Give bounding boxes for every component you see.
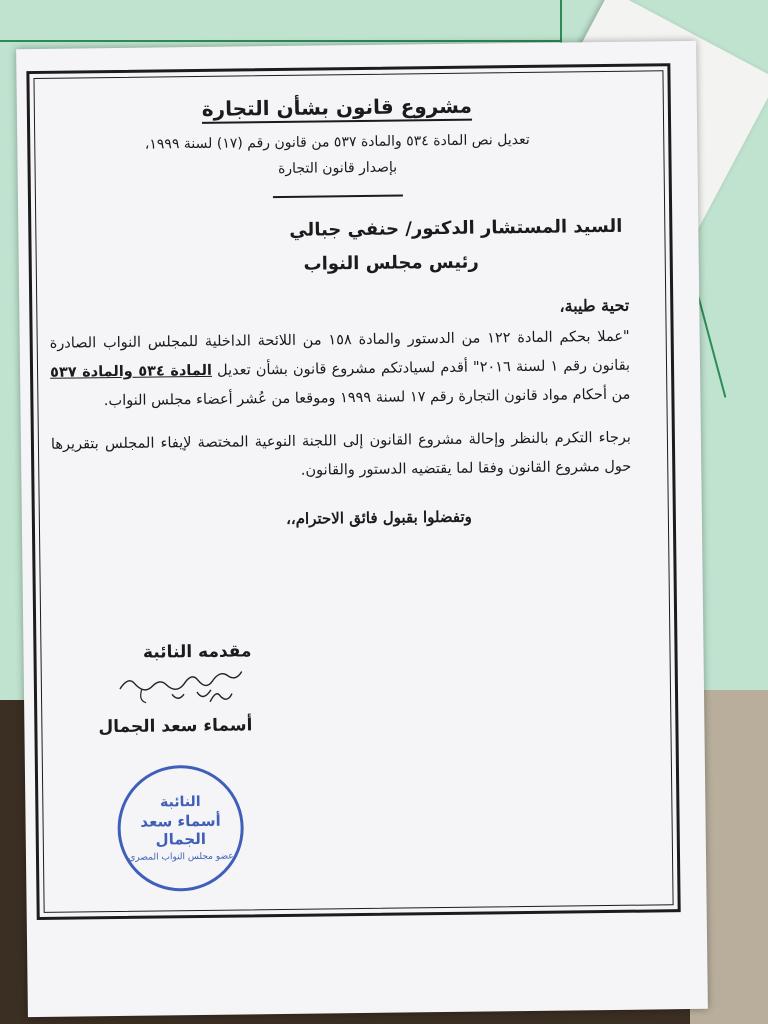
para1-articles: المادة ٥٣٤ والمادة ٥٣٧ [49,362,213,381]
document-title: مشروع قانون بشأن التجارة [201,93,473,121]
letter-body [47,92,632,531]
para1-end: من أحكام مواد قانون التجارة رقم ١٧ لسنة ١٩٩٩ وموقعا من عُشر أعضاء مجلس النواب. [103,386,631,410]
body-paragraph-1 [50,323,631,417]
addressee-name: السيد المستشار الدكتور/ حنفي جبالي [289,215,623,241]
folder-line [0,40,560,42]
folder-line [560,0,562,45]
document-subtitle-line1: تعديل نص المادة ٥٣٤ والمادة ٥٣٧ من قانون رقم (١٧) لسنة ١٩٩٩، [144,131,530,153]
closing-salutation: وتفضلوا بقبول فائق الاحترام،، [285,507,472,528]
signature-label: مقدمه النائبة [142,641,252,663]
signatory-name: أسماء سعد الجمال [98,715,253,738]
handwritten-signature [102,663,253,713]
signature-block [91,641,252,737]
letter-page [16,41,708,1017]
stamp-line2: أسماء سعد الجمال [140,811,221,849]
stamp-line1: النائبة [159,793,201,811]
title-divider [273,194,403,198]
body-paragraph-2: برجاء التكرم بالنظر وإحالة مشروع القانون إلى اللجنة النوعية المختصة لإيفاء المجلس بتقريرها حول مشروع القانون وفقا لما يقتضيه الدستور والقانون. [50,429,632,479]
greeting: تحية طيبة، [559,295,630,316]
stamp-line3: عضو مجلس النواب المصري [128,851,234,863]
para1-start: "عملا بحكم المادة ١٢٢ من الدستور والمادة ١٥٨ من اللائحة الداخلية للمجلس النواب الصادرة بقانون رقم ١ لسنة ٢٠١٦" أقدم لسيادتكم مشروع قانون بشأن تعديل [49,328,631,379]
document-subtitle-line2: بإصدار قانون التجارة [277,159,398,177]
addressee-role: رئيس مجلس النواب [303,251,479,275]
